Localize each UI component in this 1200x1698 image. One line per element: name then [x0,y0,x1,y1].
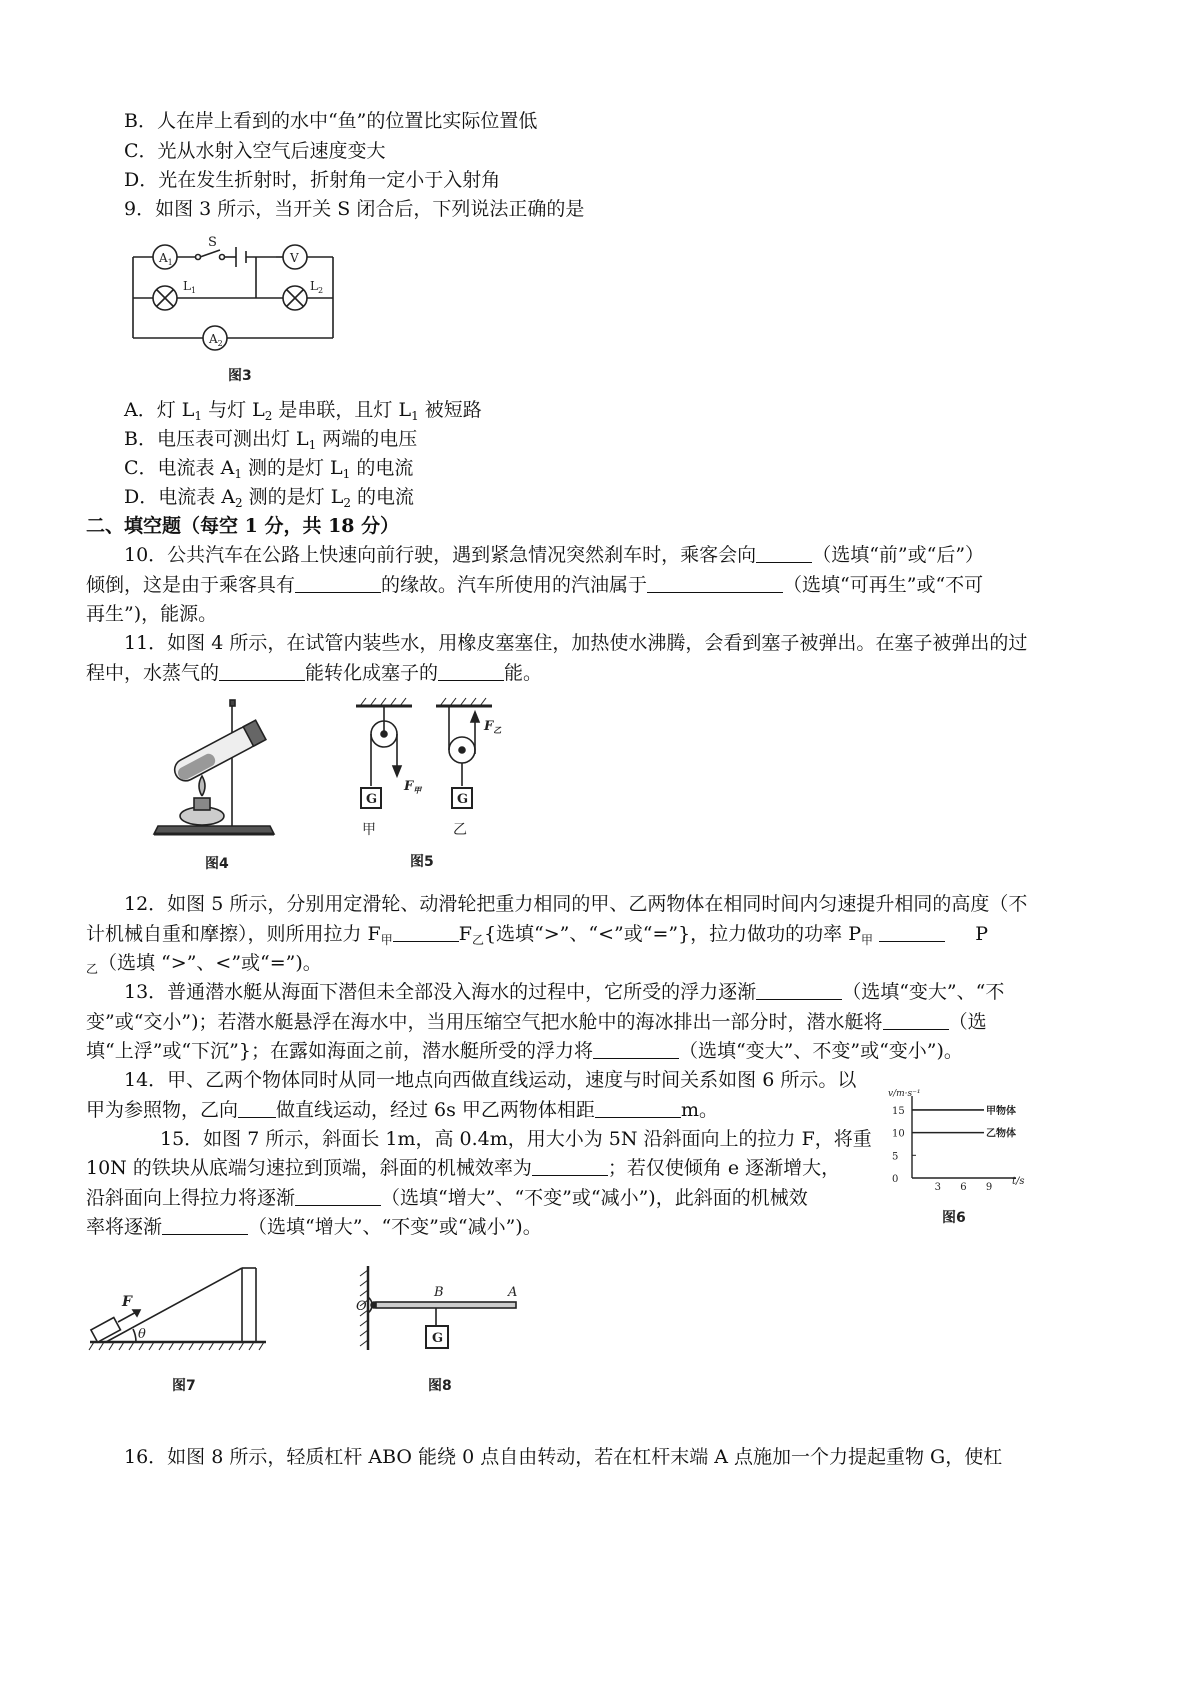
q15-line-1: 15．如图 7 所示，斜面长 1m，高 0.4m，用大小为 5N 沿斜面向上的拉力 F，将重 [160,1128,872,1150]
figure-6-velocity-chart [884,1082,1044,1232]
fig5-force-jia-label: $F_甲$ [404,779,422,795]
switch-label: S [208,235,217,250]
figure-6-caption: 图6 [942,1210,966,1226]
fig6-y-axis-label: v/m·s⁻¹ [888,1089,921,1099]
q13-line-1: 13．普通潜水艇从海面下潜但未全部没入海水的过程中，它所受的浮力逐渐 （选填“变大”、“不 [124,981,1005,1003]
fig8-pivot-label: O [356,1299,367,1314]
q12-line-3: $_乙$（选填 “>”、<”或“=”)。 [86,952,322,976]
q10-blank-3[interactable] [647,574,783,593]
ammeter-a1-label: $A_1$ [159,251,173,267]
q15-line-2: 10N 的铁块从底端匀速拉到顶端，斜面的机械效率为 ；若仅使倾角 e 逐渐增大， [86,1157,841,1179]
figure-3-caption: 图3 [228,368,252,384]
q13-blank-1[interactable] [756,981,842,1000]
q14-line-1: 14．甲、乙两个物体同时从同一地点向西做直线运动，速度与时间关系如图 6 所示。以 [124,1069,857,1091]
figure-8-lever [356,1262,536,1402]
q9-option-d: D．电流表 $A_2$ 测的是灯 $L_2$ 的电流 [124,486,415,510]
q13-line-2: 变”或“交小”)；若潜水艇悬浮在海水中，当用压缩空气把水舱中的海冰排出一部分时，潜水艇将 （选 [86,1011,987,1033]
fig6-y-tick-label: 0 [892,1174,899,1185]
fig7-angle-label: θ [138,1327,146,1342]
fig6-y-tick-label: 5 [892,1151,899,1163]
fig5-right-block-label: G [457,792,469,807]
q8-option-c: C．光从水射入空气后速度变大 [124,140,386,162]
q15-blank-1[interactable] [532,1157,608,1176]
q15-blank-2[interactable] [295,1187,381,1206]
figure-7-incline [86,1262,286,1402]
q12-blank-2[interactable] [879,923,945,942]
fig8-weight-label: G [432,1331,444,1346]
voltmeter-label: V [290,251,299,265]
q13-blank-3[interactable] [593,1040,679,1059]
q14-blank-1[interactable] [238,1099,276,1118]
q11-blank-2[interactable] [438,662,504,681]
q9-option-a: A．灯 $L_1$ 与灯 $L_2$ 是串联，且灯 $L_1$ 被短路 [124,399,482,423]
q14-line-2: 甲为参照物，乙向 做直线运动，经过 6s 甲乙两物体相距 m。 [86,1099,718,1121]
q15-line-4: 率将逐渐 （选填“增大”、“不变”或“减小”)。 [86,1216,542,1238]
figure-4-test-tube [150,698,290,876]
fig5-force-yi-label: $F_乙$ [484,719,502,735]
figure-5-caption: 图5 [410,854,434,870]
q8-option-b: B．人在岸上看到的水中“鱼”的位置比实际位置低 [124,110,538,132]
lamp-l2-label: $L_2$ [310,279,324,295]
fig8-point-b-label: B [434,1285,444,1300]
q9-option-b: B．电压表可测出灯 $L_1$ 两端的电压 [124,428,418,452]
figure-8-caption: 图8 [428,1378,452,1394]
q14-blank-2[interactable] [595,1099,681,1118]
q12-blank-1[interactable] [393,923,459,942]
fig6-x-tick-label: 3 [934,1182,942,1193]
q12-line-2: 计机械自重和摩擦），则所用拉力 $F_甲$ $F_乙${选填“>”、“<”或“=”}，拉力做功的功率 $P_甲$ P [86,923,989,947]
q11-blank-1[interactable] [219,662,305,681]
q8-option-d: D．光在发生折射时，折射角一定小于入射角 [124,169,501,191]
fig6-series-label: 甲物体 [986,1105,1016,1117]
q11-line-2: 程中，水蒸气的 能转化成塞子的 能。 [86,662,543,684]
q10-blank-1[interactable] [756,544,812,563]
fig5-left-block-label: G [366,792,378,807]
figure-4-caption: 图4 [205,856,229,872]
fig7-force-label: F [122,1294,132,1310]
q12-line-1: 12．如图 5 所示，分别用定滑轮、动滑轮把重力相同的甲、乙两物体在相同时间内匀速提升相同的高度（不 [124,893,1028,915]
fig8-point-a-label: A [508,1285,518,1300]
fig5-left-label: 甲 [362,822,376,838]
q13-blank-2[interactable] [883,1011,949,1030]
fig6-x-tick-label: 9 [985,1182,993,1193]
figure-3-circuit [128,230,358,390]
q9-option-c: C．电流表 $A_1$ 测的是灯 $L_1$ 的电流 [124,457,414,481]
q9-stem: 9．如图 3 所示，当开关 S 闭合后，下列说法正确的是 [124,198,585,220]
fig6-y-tick-label: 15 [892,1105,905,1117]
q10-line-2: 倾倒，这是由于乘客具有 的缘故。汽车所使用的汽油属于 （选填“可再生”或“不可 [86,574,984,596]
q10-blank-2[interactable] [295,574,381,593]
q13-line-3: 填“上浮”或“下沉”}；在露如海面之前，潜水艇所受的浮力将 （选填“变大”、不变”或“变小”)。 [86,1040,963,1062]
figure-7-caption: 图7 [172,1378,196,1394]
fig6-y-tick-label: 10 [892,1128,905,1140]
fig5-right-label: 乙 [453,822,467,838]
fig6-x-axis-label: t/s [1012,1176,1025,1187]
q15-blank-3[interactable] [162,1216,248,1235]
q10-line-3: 再生”)，能源。 [86,603,218,625]
lamp-l1-label: $L_1$ [183,279,197,295]
ammeter-a2-label: $A_2$ [209,332,223,348]
q11-line-1: 11．如图 4 所示，在试管内装些水，用橡皮塞塞住，加热使水沸腾，会看到塞子被弹出。在塞子被弹出的过 [124,632,1028,654]
figure-5-pulleys [352,694,522,878]
fig6-series-label: 乙物体 [986,1128,1016,1140]
q16-line-1: 16．如图 8 所示，轻质杠杆 ABO 能绕 0 点自由转动，若在杠杆末端 A 点施加一个力提起重物 G，使杠 [124,1446,1003,1468]
section-2-title: 二、填空题（每空 1 分，共 18 分） [86,515,400,537]
q10-line-1: 10．公共汽车在公路上快速向前行驶，遇到紧急情况突然刹车时，乘客会向 （选填“前”或“后”） [124,544,985,566]
fig6-x-tick-label: 6 [960,1182,967,1193]
q15-line-3: 沿斜面向上得拉力将逐渐 （选填“增大”、“不变”或“减小”)，此斜面的机械效 [86,1187,808,1209]
